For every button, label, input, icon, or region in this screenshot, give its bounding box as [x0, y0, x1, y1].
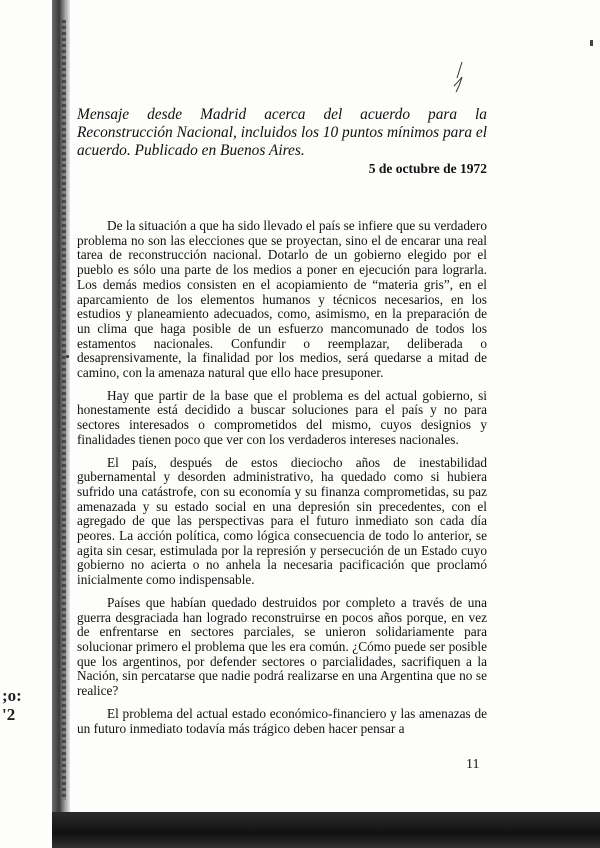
bottom-page-edge — [52, 812, 600, 848]
binding-shadow — [52, 0, 70, 820]
document-date: 5 de octubre de 1972 — [368, 161, 487, 176]
corner-mark — [590, 40, 593, 46]
handwritten-pen-mark — [448, 60, 468, 94]
paragraph: Países que habían quedado destruidos por completo a través de una guerra desgraciada han logrado reconstruirse en pocos años porque, en vez de enfrentarse en sectores parciales, se unieron solidariamente para solucionar primero el problema que les era común. ¿Cómo puede ser posible que los argentinos, por defender sectores o parcialidades, sacrifiquen a la Nación, sin percatarse que nadie podrá realizarse en una Argentina que no se realice? — [77, 594, 487, 699]
paragraph: Hay que partir de la base que el problema es del actual gobierno, si honestamente está decidido a buscar soluciones para el país y no para sectores interesados o comprometidos del mismo, cuyos designios y finalidades tienen poco que ver con los verdaderos intereses nacionales. — [77, 387, 487, 447]
document-heading: Mensaje desde Madrid acerca del acuerdo para la Reconstrucción Nacional, incluidos los 10 puntos mínimos para el acuerdo. Publicado en Buenos Aires. — [77, 106, 487, 159]
paragraph: De la situación a que ha sido llevado el país se infiere que su verdadero problema no son las elecciones que se proyectan, sino el de encarar una real tarea de reconstrucción nacional. Dotarlo de un gobierno elegido por el pueblo es sólo una parte de los medios a poner en ejecución para lograrla. Los demás medios consisten en el acopiamiento de “materia gris”, en el aparcamiento de los elementos humanos y técnicos necesarios, en los estudios y planeamiento adecuados, como, asimismo, en la preparación de un clima que haga posible de un esfuerzo mancomunado de todos los estamentos nacionales. Confundir o reemplazar, deliberada o desaprensivamente, la finalidad por los medios, será quedarse a mitad de camino, con la amenaza natural que ello hace presuponer. — [77, 218, 487, 381]
page-number: 11 — [466, 757, 480, 772]
margin-dot — [66, 355, 69, 358]
margin-text-fragment: ;o: '2 — [2, 686, 22, 724]
paragraph: El país, después de estos dieciocho años de inestabilidad gubernamental y desorden administrativo, ha quedado como si hubiera sufrido una catástrofe, con su economía y su finanza comprometidas, su paz amenazada y su estado social en una depresión sin precedentes, con el agregado de que las perspectivas para el futuro inmediato son cada día peores. La acción política, como lógica consecuencia de todo lo anterior, se agita sin cesar, estimulada por la represión y persecución de un Estado cuyo gobierno no acierta o no anhela la necesaria pacificación que proclamó inicialmente como indispensable. — [77, 454, 487, 588]
body-text — [77, 219, 487, 744]
binding-edge — [62, 20, 66, 800]
paragraph: El problema del actual estado económico-financiero y las amenazas de un futuro inmediato todavía más trágico deben hacer pensar a — [77, 705, 487, 736]
